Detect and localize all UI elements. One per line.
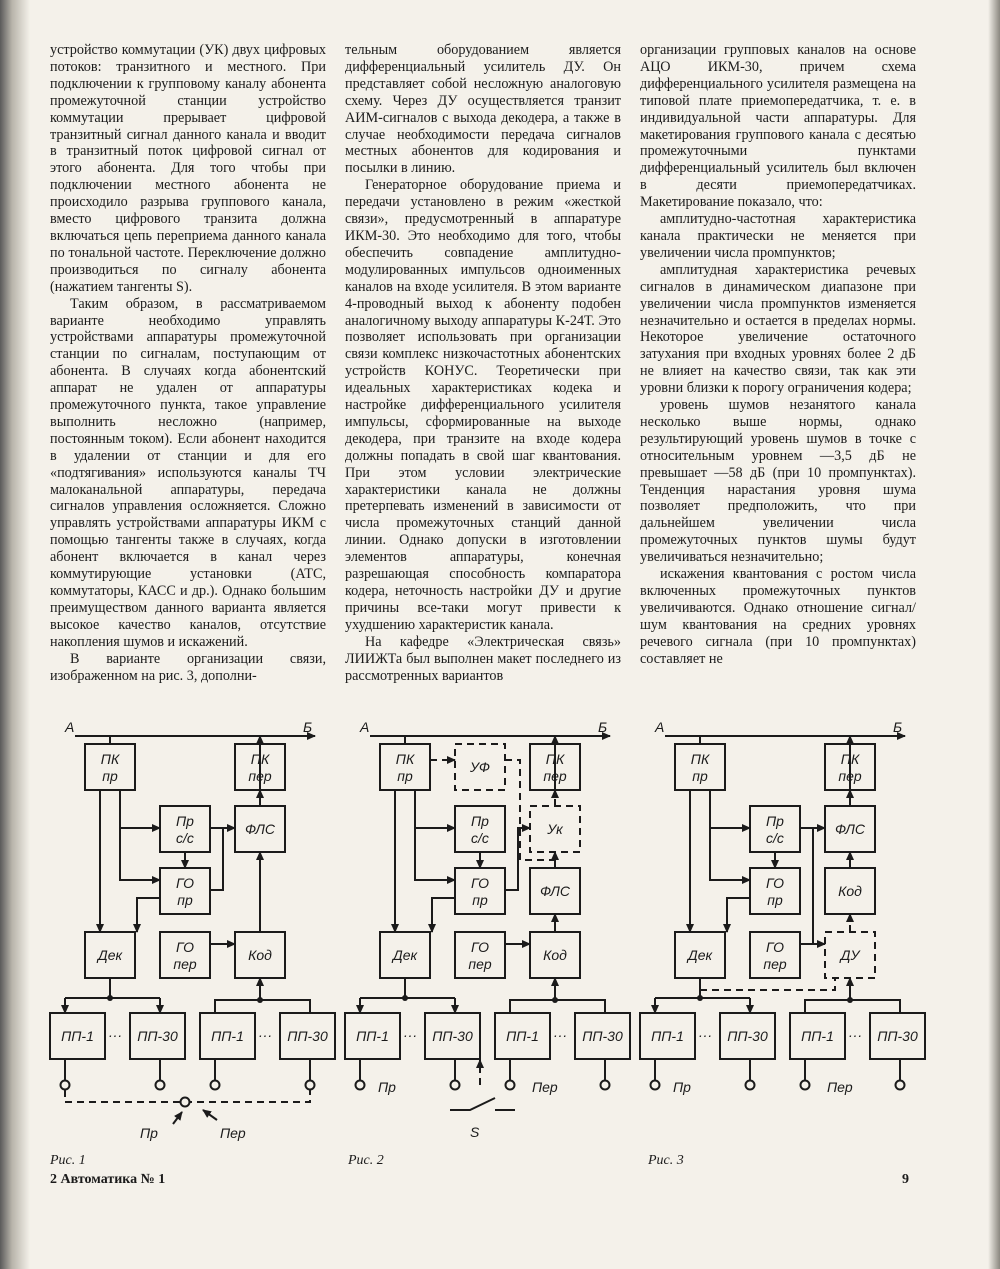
box-pr-cs-label-2: с/с (176, 830, 194, 846)
box-pk-pr-label: ПК (100, 751, 120, 767)
connector-line (510, 1000, 605, 1013)
box-go-per-label-2: пер (173, 956, 197, 972)
connector-line (215, 1000, 310, 1013)
box-pp30-rx-label: ПП-30 (432, 1028, 473, 1044)
box-dek-label: Дек (392, 947, 418, 963)
box-kod-label: Код (543, 947, 567, 963)
box-go-per-label-2: пер (468, 956, 492, 972)
box-pk-pr-label-2: пр (102, 768, 118, 784)
block-diagrams (0, 700, 1000, 1160)
label-pr: Пр (673, 1079, 691, 1095)
col1-paragraph: В варианте организации связи, изображенном на рис. 3, дополни- (50, 650, 326, 684)
junction-dot (697, 995, 703, 1001)
col3-paragraph: амплитудная характеристика речевых сигналов в динамическом диапазоне при увеличении числа промпунктов изменяется незначительно и остается в пределах нормы. Некоторое увеличение остаточного затухания при входных уровнях более 2 дБ не влияет на качество связи, так как эти уровни близки к порогу ограничения кодера; (640, 261, 916, 397)
box-pk-pr-label: ПК (395, 751, 415, 767)
text-column-2 (345, 42, 621, 684)
figure-fig3 (640, 719, 925, 1095)
dots: ··· (108, 1027, 122, 1043)
figure-fig2 (345, 719, 630, 1140)
terminal (156, 1081, 165, 1090)
connector-line (727, 898, 750, 932)
label-b: Б (598, 719, 608, 735)
box-dek-label: Дек (97, 947, 123, 963)
box-dek-label: Дек (687, 947, 713, 963)
box-flc-label: ФЛС (244, 821, 276, 837)
terminal (306, 1081, 315, 1090)
dots: ··· (553, 1027, 567, 1043)
box-go-per-label: ГО (470, 939, 490, 955)
connector-line (415, 790, 455, 880)
label-a: А (360, 719, 370, 735)
box-pp30-tx-label: ПП-30 (877, 1028, 918, 1044)
dots: ··· (258, 1027, 272, 1043)
col3-paragraph: уровень шумов незанятого канала несколько выше нормы, однако результирующий уровень шумов в точке с относительным уровнем —3,5 дБ не превышает —58 дБ (при 10 промпунктах). Тенденция нарастания уровня шума позволяет предположить, что при дальнейшем увеличении числа промежуточных пунктов шумы будут увеличиваться незначительно; (640, 397, 916, 566)
label-a: А (655, 719, 665, 735)
box-pp1-tx-label: ПП-1 (801, 1028, 834, 1044)
terminal (801, 1081, 810, 1090)
box-go-pr-label: ГО (765, 875, 785, 891)
box-pp30-rx-label: ПП-30 (137, 1028, 178, 1044)
terminal (651, 1081, 660, 1090)
col2-paragraph: тельным оборудованием является дифференциальный усилитель ДУ. Он представляет собой несложную аналоговую схему. Через ДУ осуществляется транзит АИМ-сигналов с выхода декодера, а также в случае необходимости передача сигналов местных абонентов для кодирования и посылки в линию. (345, 42, 621, 177)
dots: ··· (848, 1027, 862, 1043)
terminal (181, 1098, 190, 1107)
connector-line (203, 1110, 217, 1120)
label-pr: Пр (378, 1079, 396, 1095)
col2-paragraph: На кафедре «Электрическая связь» ЛИИЖТа был выполнен макет последнего из рассмотренных вариантов (345, 633, 621, 684)
box-pk-per-label: ПК (545, 751, 565, 767)
box-pk-per-label-2: пер (248, 768, 272, 784)
box-uf-label: УФ (470, 759, 490, 775)
box-go-pr-label-2: пр (472, 892, 488, 908)
dashed-du-input (700, 978, 835, 990)
junction-dot (402, 995, 408, 1001)
footer-journal: 2 Автоматика № 1 (50, 1172, 166, 1187)
box-uk-label: Ук (547, 821, 563, 837)
connector-line (210, 828, 223, 890)
box-go-pr-label: ГО (175, 875, 195, 891)
terminal (356, 1081, 365, 1090)
connector-line (120, 790, 160, 880)
label-s: S (470, 1124, 480, 1140)
box-kod-label: Код (838, 883, 862, 899)
box-pr-cs-label: Пр (176, 813, 194, 829)
box-pr-cs-label: Пр (766, 813, 784, 829)
connector-line (800, 828, 813, 944)
box-go-pr-label: ГО (470, 875, 490, 891)
caption-fig2: Рис. 2 (348, 1153, 384, 1168)
terminal (451, 1081, 460, 1090)
connector-line (137, 898, 160, 932)
box-pk-per-label-2: пер (838, 768, 862, 784)
box-pr-cs-label-2: с/с (471, 830, 489, 846)
box-pp1-rx-label: ПП-1 (61, 1028, 94, 1044)
col3-paragraph: организации групповых каналов на основе АЦО ИКМ-30, причем схема дифференциального усилителя размещена на типовой плате приемопередатчика, т. е. в индивидуальной части аппаратуры. Для макетирования группового канала с десятью промежуточными пунктами дифференциальный усилитель был включен в десяти приемопередатчиках. Макетирование показало, что: (640, 42, 916, 211)
box-pk-pr-label: ПК (690, 751, 710, 767)
label-pr: Пр (140, 1125, 158, 1141)
box-pp30-tx-label: ПП-30 (287, 1028, 328, 1044)
col1-paragraph: устройство коммутации (УК) двух цифровых потоков: транзитного и местного. При подключении к групповому каналу абонента промежуточной станции устройство коммутации прерывает цифровой транзитный сигнал данного канала и вводит в транзитный поток цифровой сигнал от этого абонента. Для того чтобы при подключении местного абонента не происходило разрыва группового канала, вместо цифрового транзита должна включаться цепь переприема данного канала по тональной частоте. Переключение должно производиться по сигналу абонента (нажатием тангенты S). (50, 42, 326, 295)
box-pp30-rx-label: ПП-30 (727, 1028, 768, 1044)
junction-dot (552, 997, 558, 1003)
box-pk-pr-label-2: пр (397, 768, 413, 784)
label-a: А (65, 719, 75, 735)
junction-dot (257, 997, 263, 1003)
label-per: Пер (532, 1079, 558, 1095)
box-pk-per-label: ПК (840, 751, 860, 767)
label-b: Б (893, 719, 903, 735)
box-pk-pr-label-2: пр (692, 768, 708, 784)
label-per: Пер (827, 1079, 853, 1095)
box-pk-per-label-2: пер (543, 768, 567, 784)
box-go-per-label-2: пер (763, 956, 787, 972)
connector-line (432, 898, 455, 932)
terminal (601, 1081, 610, 1090)
box-kod-label: Код (248, 947, 272, 963)
col1-paragraph: Таким образом, в рассматриваемом варианте необходимо управлять устройствами аппаратуры промежуточной станции по сигналам, поступающим от абонента. В случаях когда абонентский аппарат не удален от аппаратуры промежуточного пункта, такое управление выполнить несложно (например, постоянным током). Если абонент находится в удалении от станции и для его «подтягивания» используются каналы ТЧ малоканальной аппаратуры, передача сигналов управления осложняется. Сложно управлять устройствами аппаратуры ИКМ с помощью тангенты также в случаях, когда абонент включается в канал через коммутирующие установки (АТС, коммутаторы, КАСС и др.). Однако большим преимуществом данного варианта является высокое качество каналов, отсутствие накопления шумов и искажений. (50, 295, 326, 650)
connector-line (710, 790, 750, 880)
box-pp1-tx-label: ПП-1 (211, 1028, 244, 1044)
col3-paragraph: амплитудно-частотная характеристика канала практически не меняется при увеличении числа промпунктов; (640, 211, 916, 261)
box-go-per-label: ГО (175, 939, 195, 955)
box-go-pr-label-2: пр (177, 892, 193, 908)
box-pp30-tx-label: ПП-30 (582, 1028, 623, 1044)
terminal (61, 1081, 70, 1090)
box-pp1-rx-label: ПП-1 (356, 1028, 389, 1044)
junction-dot (107, 995, 113, 1001)
page-number: 9 (902, 1172, 909, 1187)
label-per: Пер (220, 1125, 246, 1141)
caption-fig1: Рис. 1 (50, 1153, 86, 1168)
label-b: Б (303, 719, 313, 735)
text-column-1 (50, 42, 326, 684)
figure-fig1 (50, 719, 335, 1141)
connector-line (173, 1112, 182, 1124)
box-pp1-tx-label: ПП-1 (506, 1028, 539, 1044)
box-flc-label: ФЛС (834, 821, 866, 837)
box-pp1-rx-label: ПП-1 (651, 1028, 684, 1044)
box-flc-label: ФЛС (539, 883, 571, 899)
dots: ··· (698, 1027, 712, 1043)
terminal (896, 1081, 905, 1090)
terminal (211, 1081, 220, 1090)
junction-dot (847, 997, 853, 1003)
box-go-per-label: ГО (765, 939, 785, 955)
caption-fig3: Рис. 3 (648, 1153, 684, 1168)
box-go-pr-label-2: пр (767, 892, 783, 908)
dots: ··· (403, 1027, 417, 1043)
text-column-3 (640, 42, 916, 668)
box-du-label: ДУ (840, 947, 860, 963)
col2-paragraph: Генераторное оборудование приема и передачи установлено в режим «жесткой связи», предусмотренный в аппаратуре ИКМ-30. Это необходимо для того, чтобы обеспечить совпадение амплитудно-модулированных импульсов одноименных каналов на входе усилителя. В этом варианте 4-проводный выход к абоненту подобен аналогичному выходу аппаратуры К-24Т. Это позволяет использовать при организации связи комплекс низкочастотных абонентских устройств КОНУС. Теоретически при идеальных характеристиках кодека и настройке дифференциального усилителя импульсы, сформированные на выходе декодера, при транзите на входе кодера должны попадать в свой шаг квантования. При этом условии электрические характеристики канала не должны претерпевать изменений в зависимости от числа промежуточных станций данной линии. Однако допуски в изготовлении элементов аппаратуры, конечная разрешающая способность компаратора кодера, неточность настройки ДУ и другие причины все-таки могут привести к ухудшению характеристик канала. (345, 177, 621, 633)
box-pr-cs-label-2: с/с (766, 830, 784, 846)
terminal (506, 1081, 515, 1090)
box-pr-cs-label: Пр (471, 813, 489, 829)
terminal (746, 1081, 755, 1090)
connector-line (805, 1000, 900, 1013)
col3-paragraph: искажения квантования с ростом числа включенных промежуточных пунктов увеличиваются. Однако отношение сигнал/шум квантования на средних уровнях речевого сигнала (при 10 промпунктах) составляет не (640, 566, 916, 667)
switch-s (450, 1098, 495, 1110)
box-pk-per-label: ПК (250, 751, 270, 767)
